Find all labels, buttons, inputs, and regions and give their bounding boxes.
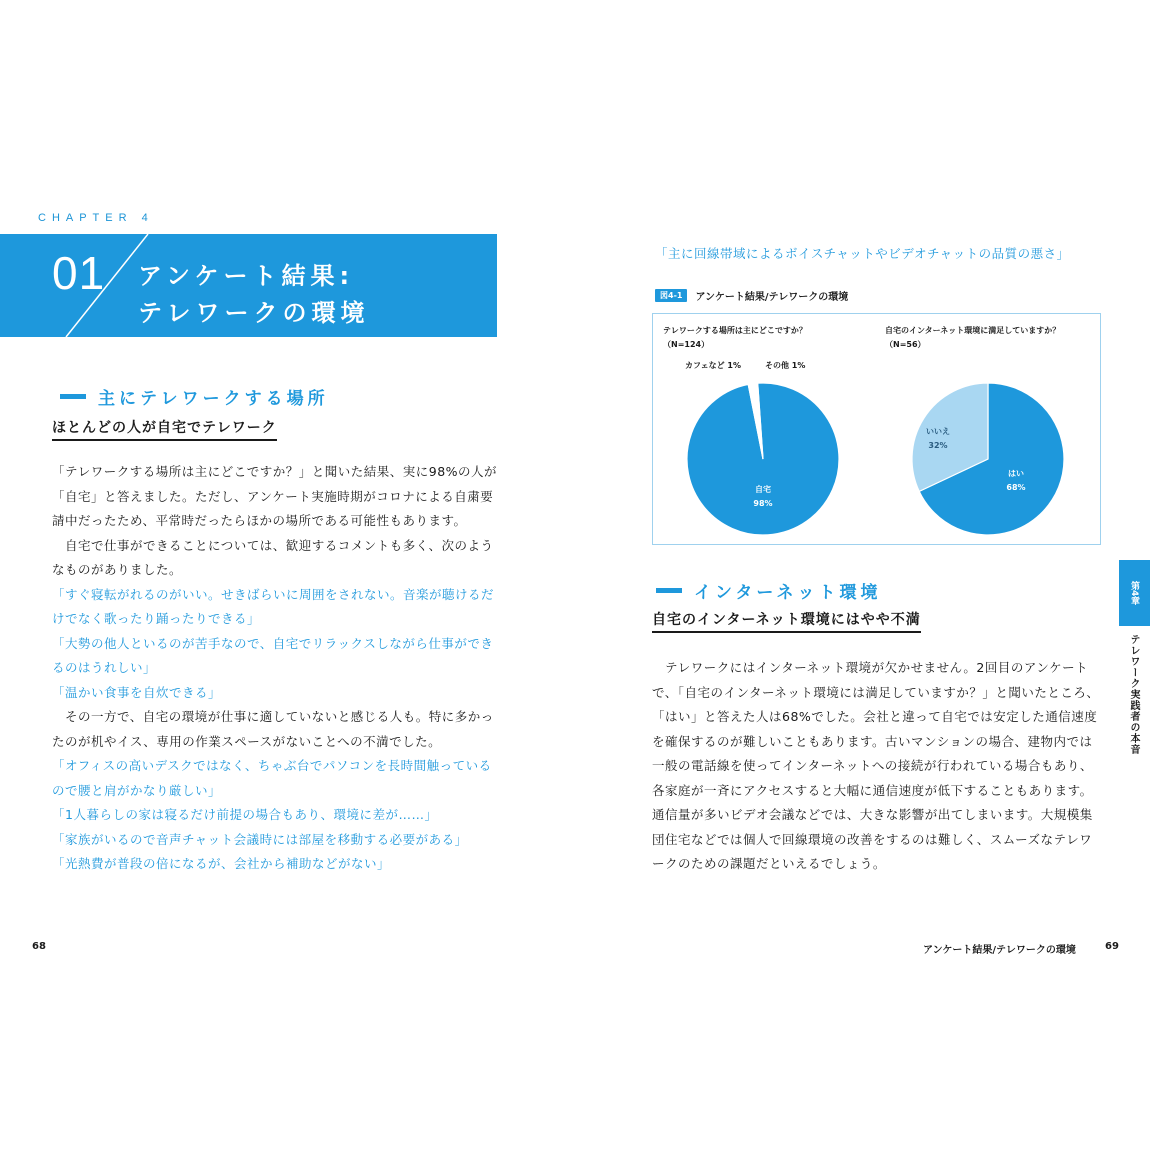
figure-chart-box <box>652 313 1101 545</box>
top-quote: 「主に回線帯域によるボイスチャットやビデオチャットの品質の悪さ」 <box>655 246 1070 261</box>
section-heading-text: 主にテレワークする場所 <box>98 389 329 409</box>
chart2-question <box>885 324 1060 352</box>
pie2-yes-label: はい <box>1008 469 1024 478</box>
quote-comment: 「大勢の他人といるのが苦手なので、自宅でリラックスしながら仕事ができるのはうれしい」 <box>52 635 494 675</box>
quote-comment: 「すぐ寝転がれるのがいい。せきばらいに周囲をされない。音楽が聴けるだけでなく歌ったり踊ったりできる」 <box>52 586 495 626</box>
figure-title: アンケート結果/テレワークの環境 <box>695 292 849 303</box>
chart2-n: （N=56） <box>885 340 926 349</box>
pie-chart-internet <box>898 374 1078 539</box>
pie2-no-value: 32% <box>928 441 948 450</box>
quote-comment: 「温かい食事を自炊できる」 <box>52 684 222 700</box>
section-heading-location <box>60 384 329 409</box>
figure-label <box>655 288 848 303</box>
pie2-yes-value: 68% <box>1006 483 1026 492</box>
quote-comment: 「1人暮らしの家は寝るだけ前提の場合もあり、環境に差が……」 <box>52 807 438 822</box>
page-number-left: 68 <box>32 941 46 952</box>
body-paragraph: 「テレワークする場所は主にどこですか？」と聞いた結果、実に98%の人が「自宅」と答えました。ただし、アンケート実施時期がコロナによる自粛要請中だったため、平常時だったらほかの場所である可能性もあります。 <box>52 464 498 528</box>
chapter-side-title: テレワーク実践者の本音 <box>1128 634 1139 755</box>
figure-badge: 図4-1 <box>655 289 687 302</box>
pie1-main-label: 自宅 <box>755 485 771 494</box>
right-body-text <box>652 656 1102 877</box>
chart1-n: （N=124） <box>663 340 710 349</box>
section-number: 01 <box>52 247 106 299</box>
chapter-side-tab: 第4章 <box>1119 560 1150 626</box>
chart1-question <box>663 324 807 352</box>
pie1-label-cafe: カフェなど 1% <box>685 361 741 370</box>
section-heading-text: インターネット環境 <box>694 583 882 603</box>
page-title-line2: テレワークの環境 <box>138 299 370 327</box>
body-paragraph: その一方で、自宅の環境が仕事に適していないと感じる人も。特に多かったのが机やイス、専用の作業スペースがないことへの不満でした。 <box>52 709 494 749</box>
running-head: アンケート結果/テレワークの環境 <box>923 945 1076 956</box>
pie1-label-other: その他 1% <box>765 361 806 370</box>
pie2-no-label: いいえ <box>926 427 950 436</box>
chart2-question-text: 自宅のインターネット環境に満足していますか？ <box>885 326 1061 335</box>
body-paragraph: 自宅で仕事ができることについては、歓迎するコメントも多く、次のようなものがありました。 <box>52 537 494 577</box>
page-title <box>138 258 370 332</box>
page-number-right: 69 <box>1105 941 1119 952</box>
chapter-label: CHAPTER 4 <box>38 212 154 224</box>
subheading-internet: 自宅のインターネット環境にはやや不満 <box>652 609 921 633</box>
subheading-home: ほとんどの人が自宅でテレワーク <box>52 417 277 441</box>
pie-chart-location <box>673 374 853 539</box>
page-title-line1: アンケート結果: <box>138 262 355 290</box>
chart1-question-text: テレワークする場所は主にどこですか？ <box>663 326 807 335</box>
pie1-main-value: 98% <box>753 499 773 508</box>
right-paragraph: テレワークにはインターネット環境が欠かせません。2回目のアンケートで、「自宅のインターネット環境には満足していますか？」と聞いたところ、「はい」と答えた人は68%でした。会社と違って自宅では安定した通信速度を確保するのが難しいこともあります。古いマンションの場合、建物内では一般の電話線を使ってインターネットへの接続が行われている場合もあり、各家庭が一斉にアクセスすると大幅に通信速度が低下することもあります。通信量が多いビデオ会議などでは、大きな影響が出てしまいます。大規模集団住宅などでは個人で回線環境の改善をするのは難しく、スムーズなテレワークのための課題だといえるでしょう。 <box>652 660 1100 871</box>
quote-comment: 「光熱費が普段の倍になるが、会社から補助などがない」 <box>52 856 391 871</box>
quote-comment: 「オフィスの高いデスクではなく、ちゃぶ台でパソコンを長時間触っているので腰と肩がかなり厳しい」 <box>52 758 492 798</box>
section-bar-icon <box>60 394 86 399</box>
section-bar-icon <box>656 588 682 593</box>
section-header-band <box>0 234 497 337</box>
quote-comment: 「家族がいるので音声チャット会議時には部屋を移動する必要がある」 <box>52 831 468 847</box>
left-body-text <box>52 460 500 877</box>
section-heading-internet <box>656 578 881 603</box>
